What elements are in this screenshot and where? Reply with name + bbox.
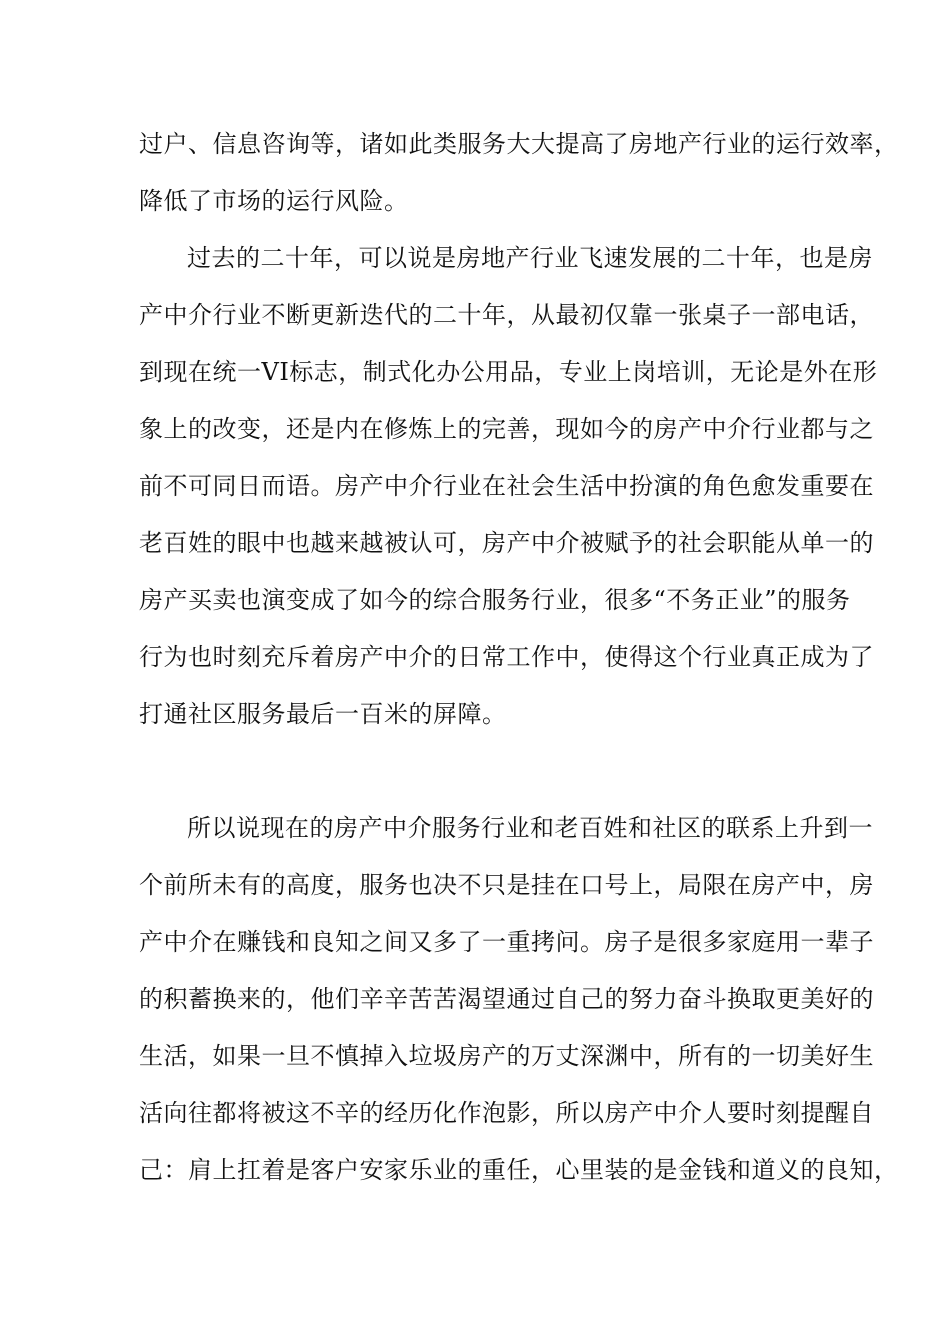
- paragraph-3-line-6: 活向往都将被这不辛的经历化作泡影，所以房产中介人要时刻提醒自: [139, 1099, 874, 1127]
- paragraph-1-line-1: 过户、信息咨询等，诸如此类服务大大提高了房地产行业的运行效率，: [139, 130, 899, 158]
- paragraph-3-line-5: 生活，如果一旦不慎掉入垃圾房产的万丈深渊中，所有的一切美好生: [139, 1042, 874, 1070]
- paragraph-2-line-6: 老百姓的眼中也越来越被认可，房产中介被赋予的社会职能从单一的: [139, 529, 874, 557]
- paragraph-2-line-7: 房产买卖也演变成了如今的综合服务行业，很多“不务正业”的服务: [139, 586, 851, 614]
- paragraph-3-line-7: 己：肩上扛着是客户安家乐业的重任，心里装的是金钱和道义的良知，: [139, 1156, 899, 1184]
- paragraph-2-line-8: 行为也时刻充斥着房产中介的日常工作中，使得这个行业真正成为了: [139, 643, 874, 671]
- paragraph-2-line-2: 产中介行业不断更新迭代的二十年，从最初仅靠一张桌子一部电话，: [139, 301, 874, 329]
- paragraph-2-line-3: 到现在统一VI标志，制式化办公用品，专业上岗培训，无论是外在形: [139, 358, 878, 386]
- paragraph-3-line-4: 的积蓄换来的，他们辛辛苦苦渴望通过自己的努力奋斗换取更美好的: [139, 985, 874, 1013]
- paragraph-2-line-4: 象上的改变，还是内在修炼上的完善，现如今的房产中介行业都与之: [139, 415, 874, 443]
- paragraph-3-line-2: 个前所未有的高度，服务也决不只是挂在口号上，局限在房产中，房: [139, 871, 874, 899]
- paragraph-2-line-1: 过去的二十年，可以说是房地产行业飞速发展的二十年，也是房: [187, 244, 873, 272]
- paragraph-3-line-3: 产中介在赚钱和良知之间又多了一重拷问。房子是很多家庭用一辈子: [139, 928, 874, 956]
- paragraph-3-line-1: 所以说现在的房产中介服务行业和老百姓和社区的联系上升到一: [187, 814, 873, 842]
- paragraph-2-line-5: 前不可同日而语。房产中介行业在社会生活中扮演的角色愈发重要在: [139, 472, 874, 500]
- paragraph-1-line-2: 降低了市场的运行风险。: [139, 187, 409, 215]
- paragraph-2-line-9: 打通社区服务最后一百米的屏障。: [139, 700, 507, 728]
